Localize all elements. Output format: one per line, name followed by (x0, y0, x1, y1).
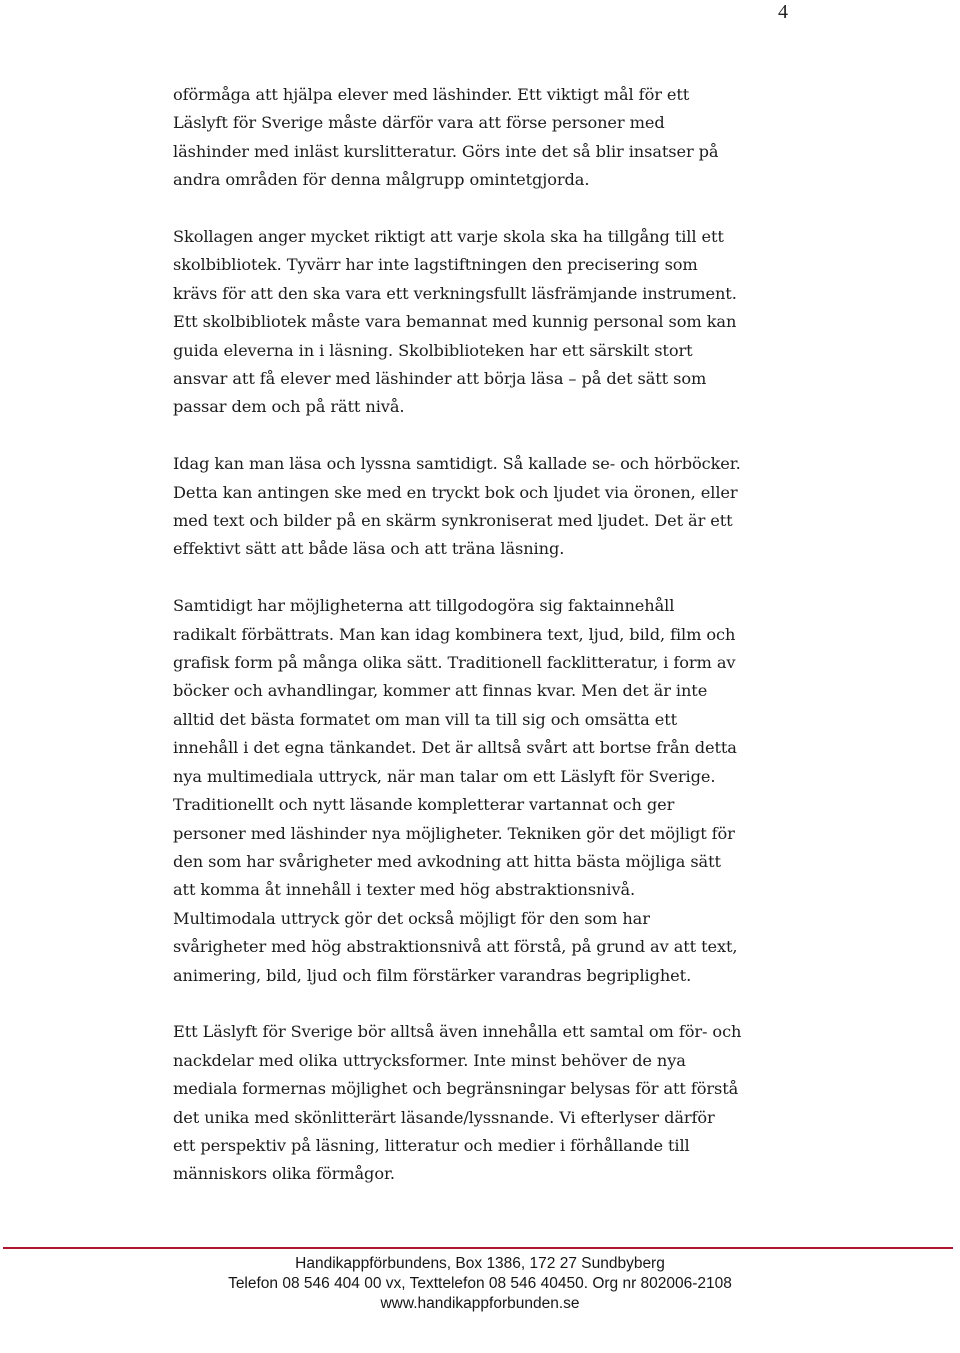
text-line: böcker och avhandlingar, kommer att finnas kvar. Men det är inte (173, 681, 708, 701)
footer (0, 1254, 960, 1314)
text-line: passar dem och på rätt nivå. (173, 397, 405, 417)
text-line: krävs för att den ska vara ett verkningsfullt läsfrämjande instrument. (173, 283, 737, 303)
text-line: Detta kan antingen ske med en tryckt bok och ljudet via öronen, eller (173, 482, 738, 502)
footer-address: Handikappförbundens, Box 1386, 172 27 Sundbyberg (295, 1255, 665, 1272)
text-line: Traditionellt och nytt läsande kompletterar vartannat och ger (173, 795, 675, 815)
paragraph (173, 81, 813, 195)
text-line: ett perspektiv på läsning, litteratur och medier i förhållande till (173, 1135, 690, 1155)
text-line: Ett skolbibliotek måste vara bemannat med kunnig personal som kan (173, 312, 737, 332)
text-line: mediala formernas möjlighet och begränsningar belysas för att förstå (173, 1079, 739, 1099)
paragraph (173, 1018, 813, 1188)
text-line: människors olika förmågor. (173, 1164, 395, 1184)
text-line: ansvar att få elever med läshinder att börja läsa – på det sätt som (173, 369, 707, 389)
document-body (173, 81, 813, 1189)
text-line: Skollagen anger mycket riktigt att varje skola ska ha tillgång till ett (173, 227, 724, 247)
text-line: Ett Läslyft för Sverige bör alltså även innehålla ett samtal om för- och (173, 1022, 742, 1042)
text-line: oförmåga att hjälpa elever med läshinder. Ett viktigt mål för ett (173, 85, 690, 104)
paragraph (173, 450, 813, 564)
text-line: personer med läshinder nya möjligheter. Tekniken gör det möjligt för (173, 823, 735, 843)
paragraph (173, 223, 813, 422)
text-line: guida eleverna in i läsning. Skolbiblioteken har ett särskilt stort (173, 340, 693, 360)
footer-phone: Telefon 08 546 404 00 vx, Texttelefon 08 546 40450. Org nr 802006-2108 (228, 1275, 732, 1292)
text-line: Läslyft för Sverige måste därför vara att förse personer med (173, 113, 665, 133)
text-line: läshinder med inläst kurslitteratur. Görs inte det så blir insatser på (173, 141, 719, 161)
text-line: skolbibliotek. Tyvärr har inte lagstiftningen den precisering som (173, 255, 698, 275)
text-line: med text och bilder på en skärm synkroniserat med ljudet. Det är ett (173, 511, 733, 531)
text-line: det unika med skönlitterärt läsande/lyssnande. Vi efterlyser därför (173, 1107, 715, 1127)
text-line: grafisk form på många olika sätt. Traditionell facklitteratur, i form av (173, 653, 736, 673)
text-line: Samtidigt har möjligheterna att tillgodogöra sig faktainnehåll (173, 596, 675, 616)
footer-divider (3, 1247, 953, 1249)
text-line: den som har svårigheter med avkodning att hitta bästa möjliga sätt (173, 851, 721, 871)
text-line: radikalt förbättrats. Man kan idag kombinera text, ljud, bild, film och (173, 624, 736, 644)
page-number: 4 (778, 1, 788, 23)
text-line: animering, bild, ljud och film förstärker varandras begriplighet. (173, 965, 692, 985)
text-line: att komma åt innehåll i texter med hög abstraktionsnivå. (173, 880, 636, 900)
text-line: svårigheter med hög abstraktionsnivå att förstå, på grund av att text, (173, 937, 738, 957)
text-line: nackdelar med olika uttrycksformer. Inte minst behöver de nya (173, 1050, 686, 1070)
text-line: alltid det bästa formatet om man vill ta till sig och omsätta ett (173, 709, 678, 729)
footer-website[interactable]: www.handikappforbunden.se (380, 1295, 580, 1312)
text-line: andra områden för denna målgrupp omintetgjorda. (173, 170, 590, 190)
paragraph (173, 592, 813, 990)
text-line: Multimodala uttryck gör det också möjligt för den som har (173, 908, 650, 928)
text-line: effektivt sätt att både läsa och att träna läsning. (173, 539, 565, 559)
text-line: Idag kan man läsa och lyssna samtidigt. Så kallade se- och hörböcker. (173, 454, 741, 474)
text-line: nya multimediala uttryck, när man talar om ett Läslyft för Sverige. (173, 766, 716, 786)
text-line: innehåll i det egna tänkandet. Det är alltså svårt att bortse från detta (173, 738, 737, 758)
